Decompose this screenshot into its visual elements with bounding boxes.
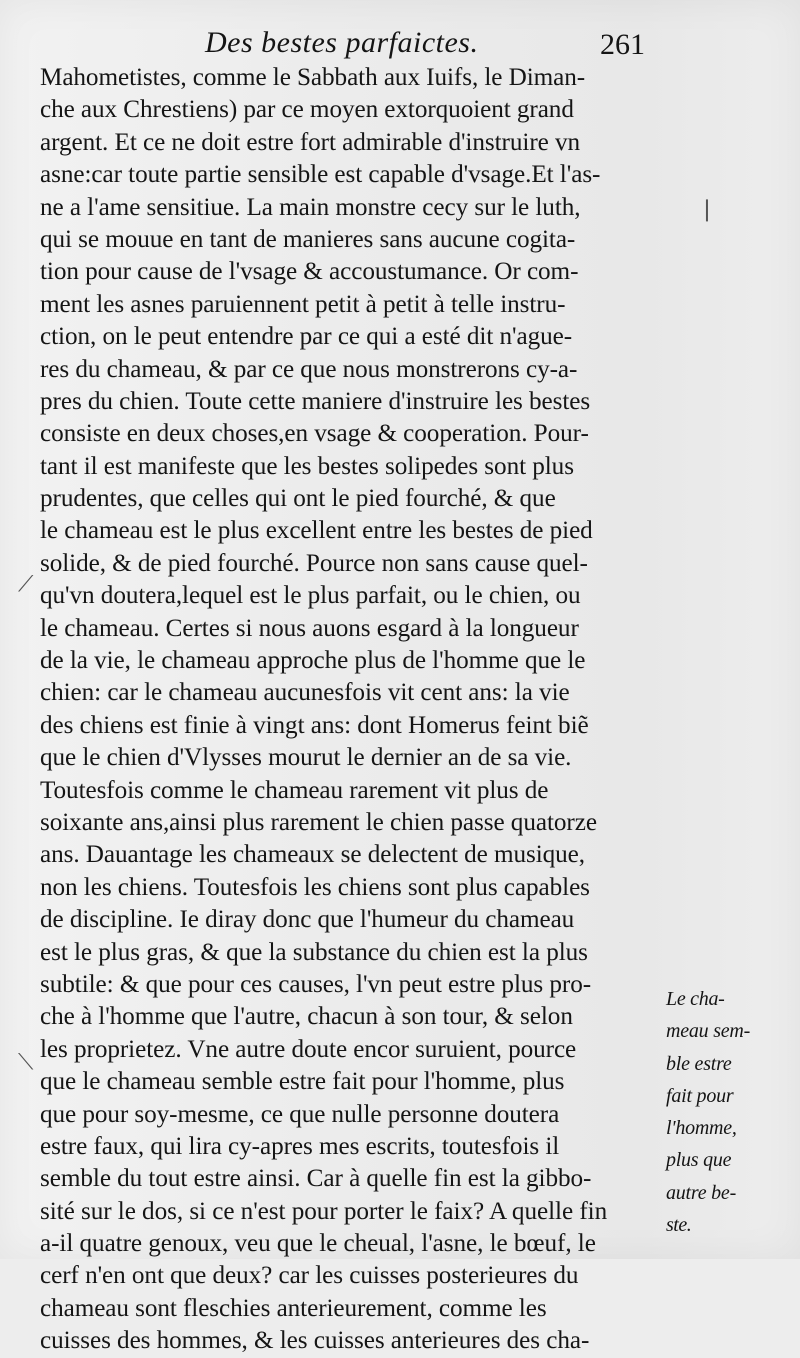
margin-note-line: autre be- [666,1181,737,1204]
text-line: qui se mouue en tant de manieres sans aucune cogita- [40,225,576,253]
text-line: qu'vn doutera,lequel est le plus parfait, ou le chien, ou [40,582,581,610]
text-line: les proprietez. Vne autre doute encor suruient, pource [40,1035,577,1063]
margin-note [666,983,790,1241]
margin-note-line: ste. [666,1214,692,1237]
text-line: soixante ans,ainsi plus rarement le chien passe quatorze [40,808,597,836]
margin-stroke-mark: ⟍ [18,1050,34,1075]
margin-stroke-mark: ⟋ [18,572,34,597]
text-line: chameau sont fleschies anterieurement, comme les [40,1294,547,1322]
text-line: prudentes, que celles qui ont le pied fourché, & que [40,485,556,513]
text-line: tion pour cause de l'vsage & accoustumance. Or com- [40,258,579,286]
text-line: tant il est manifeste que les bestes solipedes sont plus [40,452,574,480]
text-line: est le plus gras, & que la substance du chien est la plus [40,938,588,966]
margin-note-line: Le cha- [666,988,725,1010]
margin-note-line: plus que [666,1149,732,1172]
margin-stroke-mark: ⎸ [706,198,729,223]
text-line: que le chien d'Vlysses mourut le dernier an de sa vie. [40,744,572,772]
text-line: asne:car toute partie sensible est capable d'vsage.Et l'as- [40,161,601,189]
text-line: le chameau est le plus excellent entre les bestes de pied [40,517,593,545]
page-header [0,26,800,66]
text-line: solide, & de pied fourché. Pource non sans cause quel- [40,549,588,577]
text-line: pres du chien. Toute cette maniere d'instruire les bestes [40,387,591,415]
text-line: non les chiens. Toutesfois les chiens sont plus capables [40,873,590,901]
text-line: que le chameau semble estre fait pour l'homme, plus [40,1068,565,1096]
text-line: Toutesfois comme le chameau rarement vit plus de [40,776,549,804]
text-line: che à l'homme que l'autre, chacun à son tour, & selon [40,1003,573,1031]
text-line: res du chameau, & par ce que nous monstrerons cy-a- [40,355,578,383]
text-line: chien: car le chameau aucunesfois vit cent ans: la vie [40,679,570,707]
text-line: sité sur le dos, si ce n'est pour porter le faix? A quelle fin [40,1197,608,1225]
running-head: Des bestes parfaictes. [205,26,479,59]
text-line: ction, on le peut entendre par ce qui a esté dit n'ague- [40,323,573,351]
text-line: estre faux, qui lira cy-apres mes escrits, toutesfois il [40,1132,560,1160]
text-line: le chameau. Certes si nous auons esgard à la longueur [40,614,579,642]
margin-note-line: fait pour [666,1084,734,1107]
text-line: ans. Dauantage les chameaux se delectent de musique, [40,841,586,869]
text-line: Mahometistes, comme le Sabbath aux Iuifs, le Diman- [40,64,586,91]
text-line: subtile: & que pour ces causes, l'vn peut estre plus pro- [40,970,592,998]
margin-note-line: meau sem- [666,1020,751,1043]
text-line: semble du tout estre ainsi. Car à quelle fin est la gibbo- [40,1165,592,1193]
margin-note-line: ble estre [666,1052,732,1075]
text-line: des chiens est finie à vingt ans: dont Homerus feint biẽ [40,711,589,739]
text-line: che aux Chrestiens) par ce moyen extorquoient grand [40,96,574,124]
text-line: ment les asnes paruiennent petit à petit à telle instru- [40,290,566,318]
text-line: de la vie, le chameau approche plus de l'homme que le [40,647,586,675]
page-number: 261 [600,28,645,61]
margin-note-line: l'homme, [666,1117,737,1140]
text-line: ne a l'ame sensitiue. La main monstre cecy sur le luth, [40,193,581,221]
body-text [40,62,660,1358]
text-line: a-il quatre genoux, veu que le cheual, l'asne, le bœuf, le [40,1230,596,1258]
text-line: argent. Et ce ne doit estre fort admirable d'instruire vn [40,128,581,156]
text-line: de discipline. Ie diray donc que l'humeur du chameau [40,906,575,934]
text-line: cuisses des hommes, & les cuisses anterieures des cha- [40,1327,590,1355]
text-line: cerf n'en ont que deux? car les cuisses posterieures du [40,1262,579,1290]
text-line: que pour soy-mesme, ce que nulle personne doutera [40,1100,560,1128]
text-line: consiste en deux choses,en vsage & cooperation. Pour- [40,420,589,448]
